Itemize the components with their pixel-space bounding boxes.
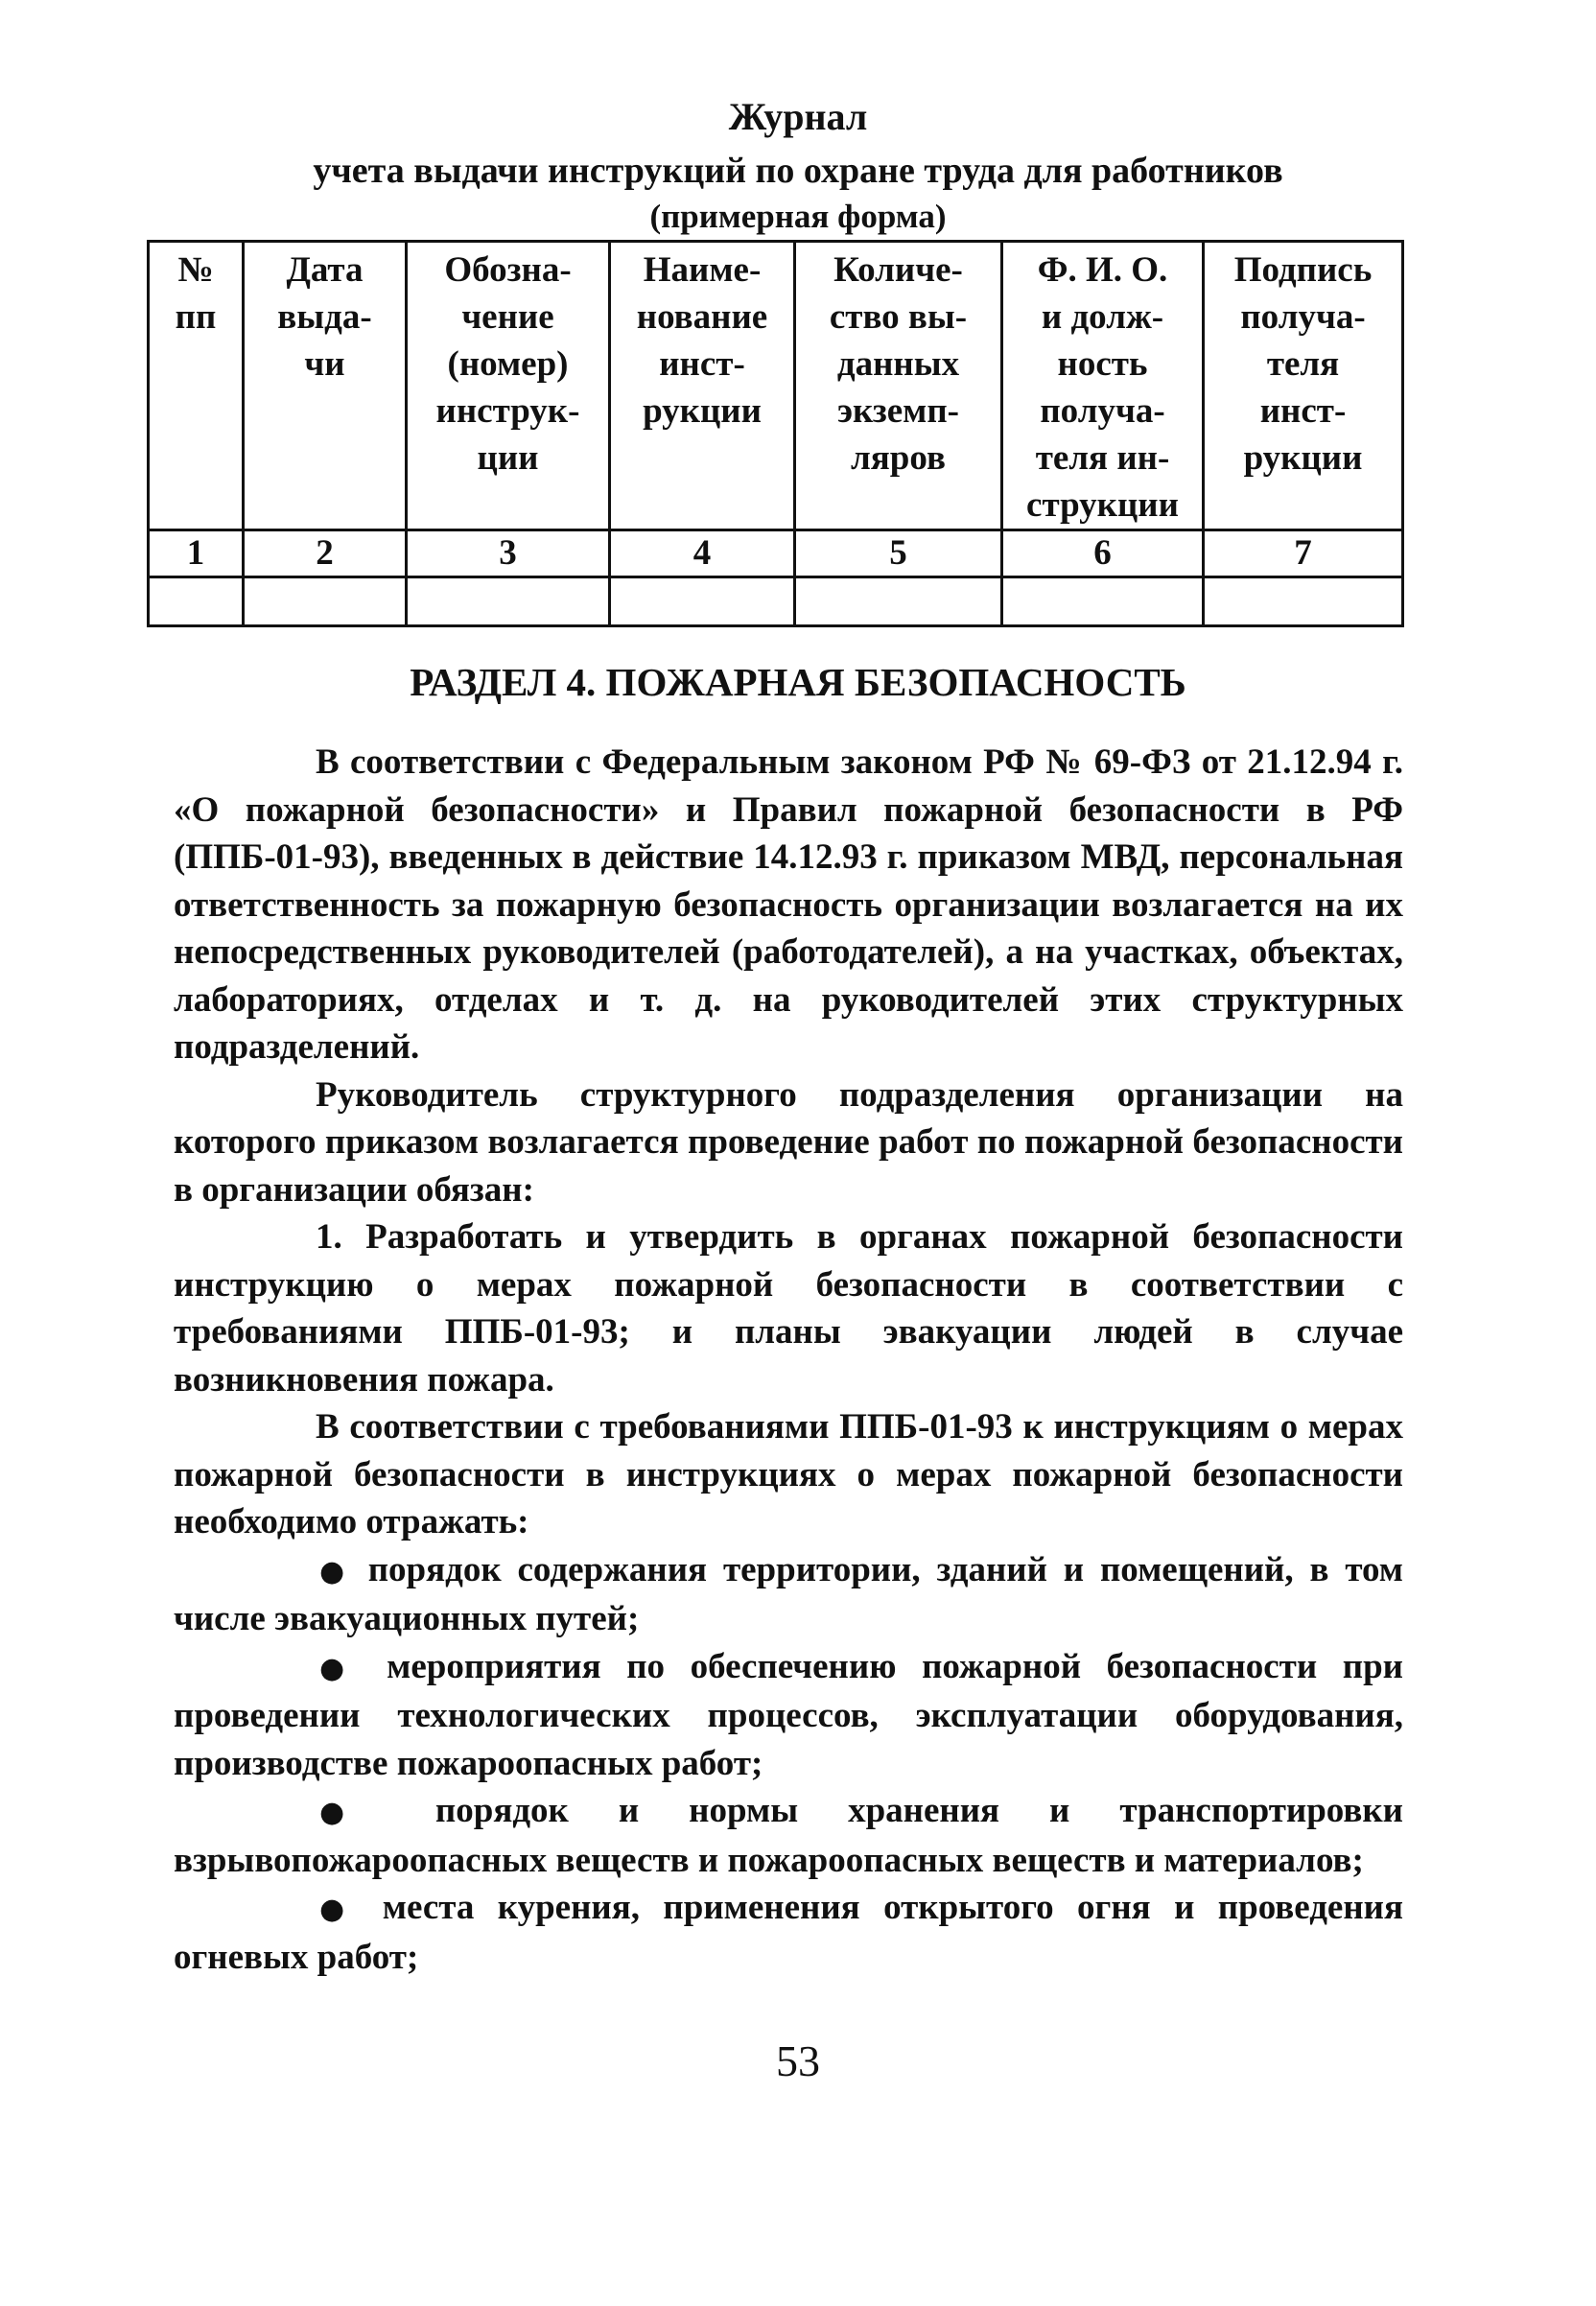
column-number-cell: 3	[407, 530, 610, 577]
header-line: инструк-	[435, 391, 580, 431]
body-text	[174, 739, 1403, 1981]
bullet-dot-icon: ●	[319, 1554, 352, 1588]
paragraph: В соответствии с требованиями ППБ-01-93 к инструкциям о мерах пожарной безопасности в инструкциях о мерах пожарной безопасности необходимо отражать:	[174, 1407, 1403, 1541]
header-cell	[610, 242, 795, 530]
header-line: инст-	[659, 344, 745, 384]
header-line: ции	[477, 438, 539, 478]
bullet-item	[174, 1884, 1403, 1981]
empty-cell	[610, 577, 795, 626]
header-line: рукции	[1243, 438, 1363, 478]
header-line: ляров	[851, 438, 946, 478]
bullet-text: места курения, применения открытого огня и проведения огневых работ;	[174, 1888, 1403, 1977]
header-line: Наиме-	[643, 250, 762, 290]
page-number: 53	[776, 2036, 820, 2085]
journal-form-note: (примерная форма)	[649, 198, 947, 235]
column-number-cell: 1	[149, 530, 244, 577]
journal-table	[147, 240, 1404, 627]
empty-cell	[795, 577, 1002, 626]
bullet-text: порядок и нормы хранения и транспортировки взрывопожароопасных веществ и пожароопасных веществ и материалов;	[174, 1791, 1403, 1880]
bullet-item	[174, 1787, 1403, 1884]
header-line: инст-	[1259, 391, 1347, 431]
paragraph: В соответствии с Федеральным законом РФ № 69-ФЗ от 21.12.94 г. «О пожарной безопасности» и Правил пожарной безопасности в РФ (ППБ-01-93), введенных в действие 14.12.93 г. приказом МВД, персональная ответственность за пожарную безопасность организации возлагается на их непосредственных руководителей (работодателей), а на участках, объектах, лабораториях, отделах и т. д. на руководителей этих структурных подразделений.	[174, 742, 1403, 1067]
header-line: Ф. И. О.	[1037, 250, 1168, 290]
journal-subtitle: учета выдачи инструкций по охране труда для работников	[313, 151, 1283, 191]
table-empty-row	[149, 577, 1403, 626]
header-line: ность	[1057, 344, 1148, 384]
header-cell	[795, 242, 1002, 530]
paragraph: 1. Разработать и утвердить в органах пожарной безопасности инструкцию о мерах пожарной безопасности в соответствии с требованиями ППБ-01-93; и планы эвакуации людей в случае возникновения пожара.	[174, 1217, 1403, 1400]
header-cell	[407, 242, 610, 530]
bullet-item	[174, 1643, 1403, 1788]
header-line: Количе-	[833, 250, 963, 290]
bullet-dot-icon: ●	[319, 1893, 360, 1926]
header-line: получа-	[1040, 391, 1165, 431]
header-cell	[1002, 242, 1204, 530]
bullet-text: порядок содержания территории, зданий и помещений, в том числе эвакуационных путей;	[174, 1549, 1403, 1638]
header-line: №	[177, 250, 214, 290]
header-line: теля ин-	[1035, 438, 1170, 478]
column-number-cell: 7	[1204, 530, 1403, 577]
header-line: (номер)	[447, 344, 569, 384]
header-line: данных	[836, 344, 960, 384]
column-number-cell: 6	[1002, 530, 1204, 577]
header-line: экземп-	[837, 391, 959, 431]
table-header-row	[149, 242, 1403, 530]
bullet-dot-icon: ●	[319, 1651, 362, 1685]
paragraph: Руководитель структурного подразделения организации на которого приказом возлагается проведение работ по пожарной безопасности в организации обязан:	[174, 1074, 1403, 1210]
empty-cell	[1204, 577, 1403, 626]
table-number-row	[149, 530, 1403, 577]
header-line: ство вы-	[829, 297, 968, 337]
bullet-item	[174, 1546, 1403, 1643]
header-line: выда-	[277, 297, 372, 337]
header-line: струкции	[1026, 485, 1179, 525]
empty-cell	[1002, 577, 1204, 626]
header-line: Дата	[286, 250, 364, 290]
header-line: Подпись	[1233, 250, 1373, 290]
column-number-cell: 5	[795, 530, 1002, 577]
header-line: нование	[636, 297, 768, 337]
empty-cell	[244, 577, 407, 626]
bullet-text: мероприятия по обеспечению пожарной безопасности при проведении технологических процессов, эксплуатации оборудования, производстве пожароопасных работ;	[174, 1646, 1403, 1783]
header-line: рукции	[643, 391, 762, 431]
header-line: теля	[1266, 344, 1340, 384]
column-number-cell: 4	[610, 530, 795, 577]
header-line: чи	[304, 344, 345, 384]
column-number-cell: 2	[244, 530, 407, 577]
section-title: РАЗДЕЛ 4. ПОЖАРНАЯ БЕЗОПАСНОСТЬ	[410, 660, 1186, 704]
bullet-dot-icon: ●	[319, 1796, 386, 1829]
header-line: чение	[461, 297, 554, 337]
header-line: получа-	[1240, 297, 1366, 337]
header-line: и долж-	[1041, 297, 1164, 337]
header-cell	[244, 242, 407, 530]
header-line: Обозна-	[444, 250, 572, 290]
header-line: пп	[175, 297, 217, 337]
empty-cell	[149, 577, 244, 626]
header-cell	[1204, 242, 1403, 530]
journal-title: Журнал	[728, 95, 868, 138]
header-cell	[149, 242, 244, 530]
empty-cell	[407, 577, 610, 626]
